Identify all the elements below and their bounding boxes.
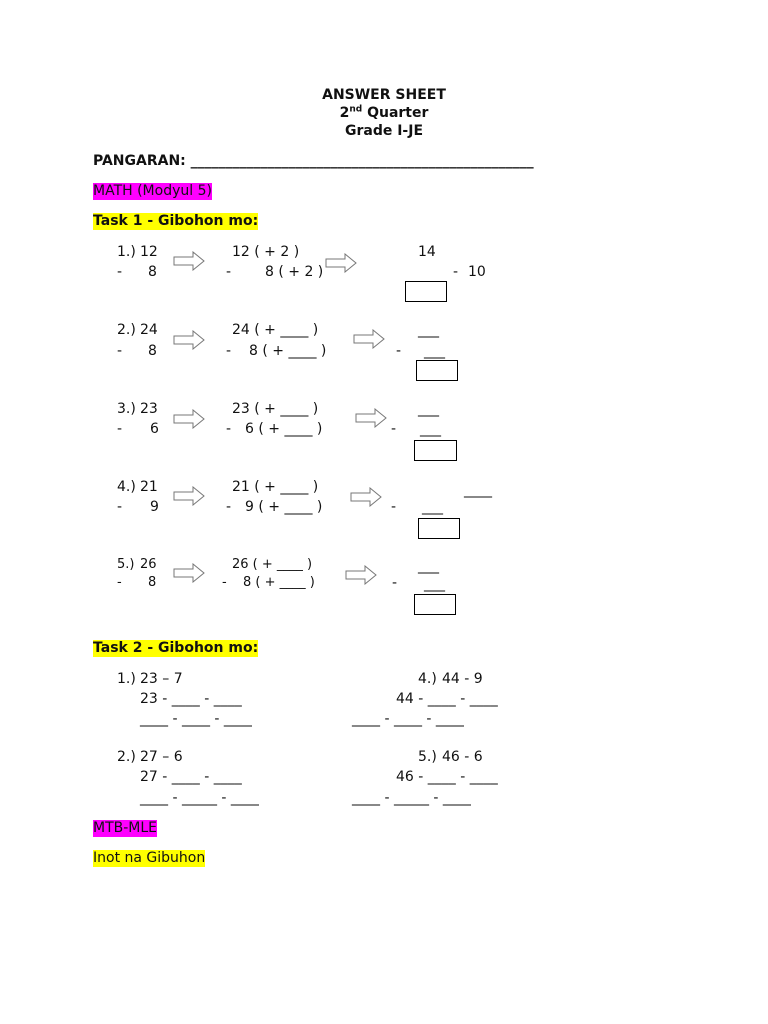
answer-box[interactable]	[416, 360, 458, 381]
answer-box[interactable]	[418, 518, 460, 539]
answer-box[interactable]	[414, 594, 456, 615]
step-line: 27 - ____ - ____	[140, 769, 242, 785]
right-block-arrow-icon	[353, 329, 385, 349]
subtrahend: 8	[148, 264, 157, 280]
result-top: ____	[464, 482, 492, 498]
quarter-number: 2	[339, 105, 350, 121]
minuend: 26	[140, 557, 157, 572]
minus-sign: -	[117, 499, 123, 515]
result-minus: -	[391, 421, 397, 437]
answer-line: ____ - _____ - ____	[140, 790, 259, 806]
mid-minus: -	[226, 499, 232, 515]
mid-minus: -	[226, 264, 232, 280]
mid-bottom: 6 ( + ____ )	[245, 421, 323, 437]
mid-minus: -	[222, 575, 227, 590]
result-top: 14	[418, 244, 436, 260]
subtrahend: 8	[148, 343, 157, 359]
result-minus: -	[396, 343, 402, 359]
item-number: 5.)	[418, 749, 437, 765]
quarter-word: Quarter	[362, 105, 429, 121]
item-number: 4.)	[418, 671, 437, 687]
quarter-heading	[0, 105, 768, 122]
mid-top: 23 ( + ____ )	[232, 401, 319, 417]
step-line: 23 - ____ - ____	[140, 691, 242, 707]
mid-minus: -	[226, 343, 232, 359]
item-number: 4.)	[117, 479, 136, 495]
right-block-arrow-icon	[355, 408, 387, 428]
result-top: ___	[418, 322, 439, 338]
mid-top: 26 ( + ____ )	[232, 557, 313, 572]
step-line: 46 - ____ - ____	[396, 769, 498, 785]
answer-line: ____ - ____ - ____	[140, 711, 252, 727]
mid-bottom: 8 ( + 2 )	[265, 264, 324, 280]
result-bottom: ___	[424, 576, 445, 592]
mid-top: 12 ( + 2 )	[232, 244, 300, 260]
mtb-label: MTB-MLE	[93, 820, 158, 836]
grade-heading: Grade I-JE	[344, 123, 424, 139]
step-line: 44 - ____ - ____	[396, 691, 498, 707]
subtrahend: 6	[150, 421, 159, 437]
answer-line: ____ - _____ - ____	[352, 790, 471, 806]
problem: 44 - 9	[442, 671, 483, 687]
item-number: 2.)	[117, 322, 136, 338]
problem: 23 – 7	[140, 671, 183, 687]
right-block-arrow-icon	[173, 563, 205, 583]
subtrahend: 9	[150, 499, 159, 515]
result-minus: -	[391, 499, 397, 515]
result-bottom: ___	[424, 343, 445, 359]
problem: 27 – 6	[140, 749, 183, 765]
mid-top: 24 ( + ____ )	[232, 322, 319, 338]
mid-bottom: 8 ( + ____ )	[243, 575, 315, 590]
mid-bottom: 8 ( + ____ )	[249, 343, 327, 359]
mid-bottom: 9 ( + ____ )	[245, 499, 323, 515]
inot-label: Inot na Gibuhon	[93, 850, 206, 866]
minus-sign: -	[117, 421, 123, 437]
sheet-title: ANSWER SHEET	[322, 87, 446, 103]
minuend: 12	[140, 244, 158, 260]
right-block-arrow-icon	[350, 487, 382, 507]
name-line: PANGARAN: _________________________________________________	[93, 153, 534, 169]
right-block-arrow-icon	[325, 253, 357, 273]
mid-top: 21 ( + ____ )	[232, 479, 319, 495]
result-bottom: ___	[420, 421, 441, 437]
task1-title: Task 1 - Gibohon mo:	[93, 213, 259, 229]
result-top: ___	[418, 401, 439, 417]
math-label: MATH (Modyul 5)	[93, 183, 212, 199]
problem: 46 - 6	[442, 749, 483, 765]
subtrahend: 8	[148, 575, 157, 590]
task2-title: Task 2 - Gibohon mo:	[93, 640, 259, 656]
right-block-arrow-icon	[173, 486, 205, 506]
result-bottom: ___	[422, 499, 443, 515]
minuend: 23	[140, 401, 158, 417]
minus-sign: -	[117, 264, 123, 280]
result-top: ___	[418, 558, 439, 574]
right-block-arrow-icon	[173, 409, 205, 429]
item-number: 5.)	[117, 557, 135, 572]
right-block-arrow-icon	[173, 330, 205, 350]
minus-sign: -	[117, 343, 123, 359]
minuend: 24	[140, 322, 158, 338]
result-minus: -	[392, 575, 398, 591]
minus-sign: -	[117, 575, 122, 590]
item-number: 3.)	[117, 401, 136, 417]
item-number: 2.)	[117, 749, 136, 765]
result-minus: -	[453, 264, 459, 280]
item-number: 1.)	[117, 671, 136, 687]
item-number: 1.)	[117, 244, 136, 260]
minuend: 21	[140, 479, 158, 495]
answer-line: ____ - ____ - ____	[352, 711, 464, 727]
answer-box[interactable]	[414, 440, 457, 461]
result-bottom: 10	[468, 264, 486, 280]
answer-box[interactable]	[405, 281, 447, 302]
right-block-arrow-icon	[345, 565, 377, 585]
mid-minus: -	[226, 421, 232, 437]
quarter-suffix: nd	[349, 104, 363, 115]
right-block-arrow-icon	[173, 251, 205, 271]
